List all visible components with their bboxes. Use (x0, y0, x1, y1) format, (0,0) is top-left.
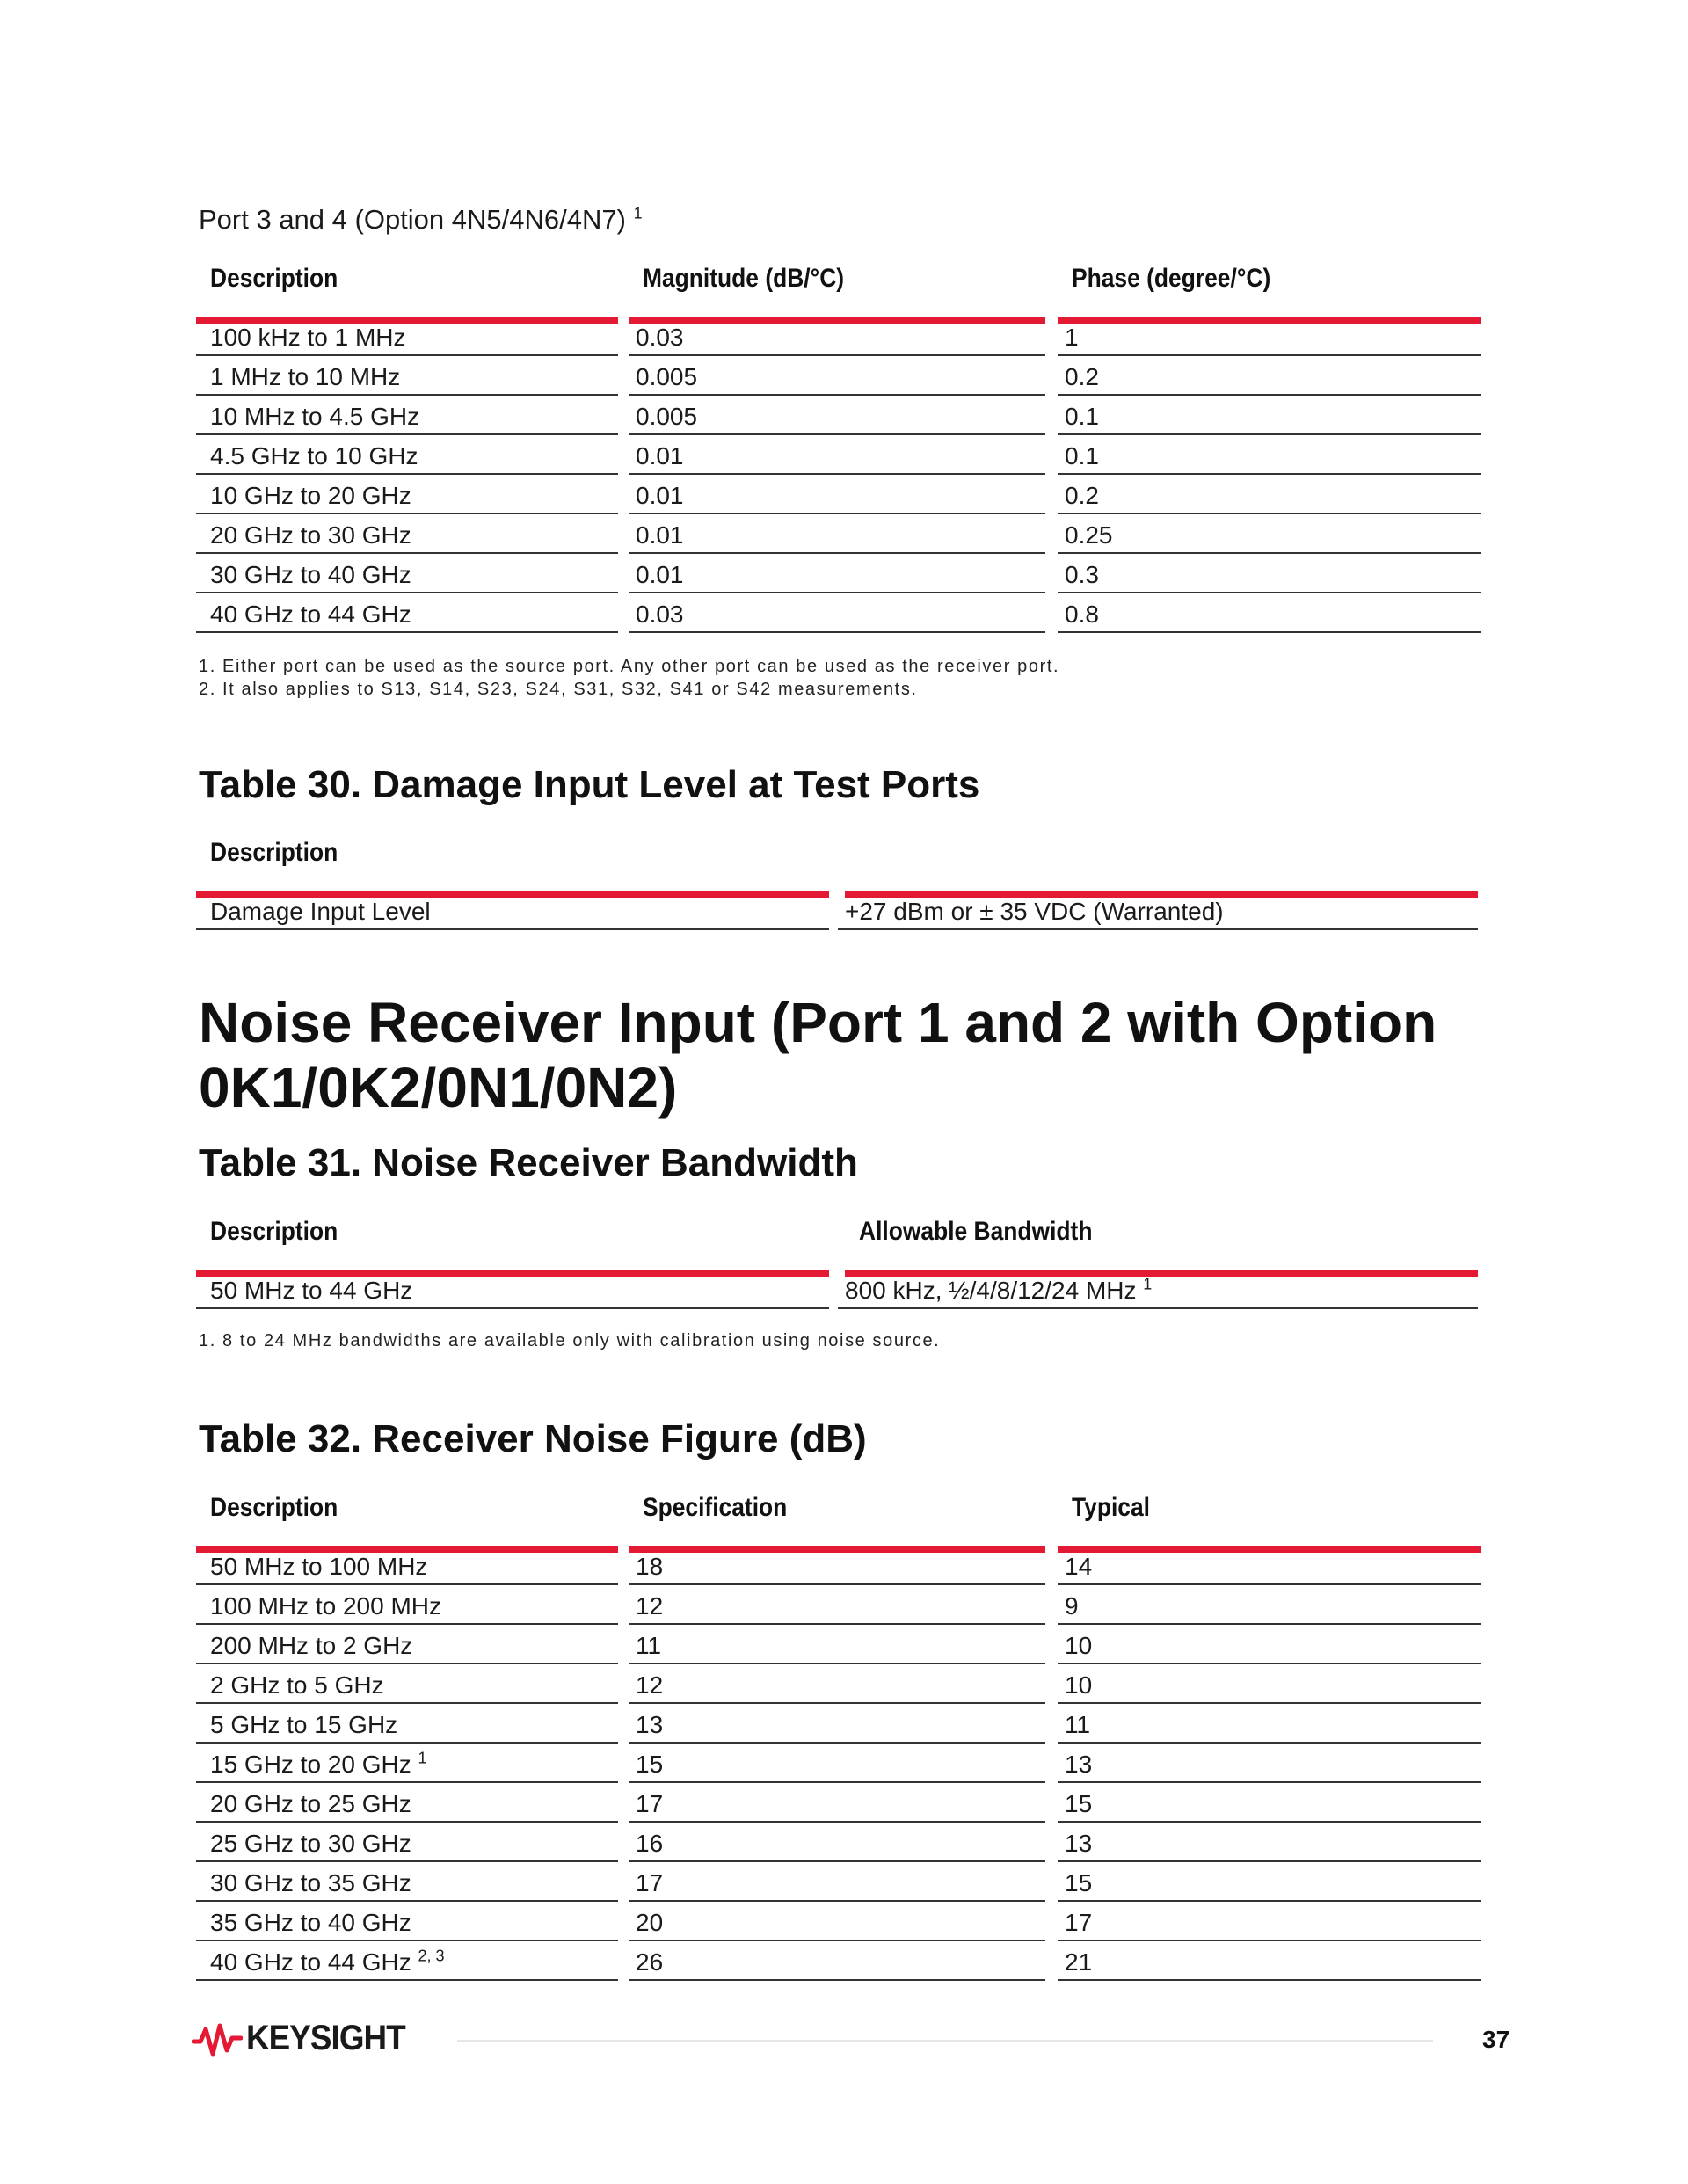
table-cell: 26 (629, 1941, 1045, 1981)
table-cell: 0.01 (629, 475, 1045, 514)
table-cell: 0.03 (629, 317, 1045, 356)
table-cell: 20 GHz to 30 GHz (196, 514, 618, 554)
table-cell: 0.2 (1058, 475, 1481, 514)
table-cell: 0.8 (1058, 593, 1481, 633)
page-number: 37 (1482, 2026, 1510, 2053)
table-cell: 13 (629, 1704, 1045, 1744)
table-cell: 200 MHz to 2 GHz (196, 1625, 618, 1664)
table-cell: 5 GHz to 15 GHz (196, 1704, 618, 1744)
header-typical: Typical (1058, 1493, 1481, 1553)
table-cell: 14 (1058, 1546, 1481, 1585)
table-cell: 18 (629, 1546, 1045, 1585)
table-cell: 50 MHz to 44 GHz (196, 1270, 829, 1309)
table-cell: 0.25 (1058, 514, 1481, 554)
table31-footnotes (199, 1329, 940, 1352)
table-cell: 50 MHz to 100 MHz (196, 1546, 618, 1585)
table-cell: 15 (1058, 1783, 1481, 1823)
header-magnitude: Magnitude (dB/°C) (629, 264, 1045, 324)
footer-divider (457, 2040, 1433, 2042)
table-cell: 13 (1058, 1823, 1481, 1862)
table-cell: 15 (1058, 1862, 1481, 1902)
table-cell: 0.01 (629, 554, 1045, 593)
header-description: Description (196, 264, 618, 324)
section-heading-line2: 0K1/0K2/0N1/0N2) (199, 1056, 678, 1119)
table-cell: 11 (1058, 1704, 1481, 1744)
table-cell: 0.005 (629, 396, 1045, 435)
table-cell: Damage Input Level (196, 891, 829, 930)
port34-caption (199, 204, 643, 236)
table-cell: 25 GHz to 30 GHz (196, 1823, 618, 1862)
table-cell: 30 GHz to 40 GHz (196, 554, 618, 593)
header-description: Description (196, 838, 829, 898)
footnote-1: 1. Either port can be used as the source port. Any other port can be used as the receiver port. (199, 657, 1060, 676)
footnote-ref: 1 (418, 1749, 427, 1767)
port34-caption-text: Port 3 and 4 (Option 4N5/4N6/4N7) (199, 204, 626, 235)
table-cell: 21 (1058, 1941, 1481, 1981)
table-cell: 2 GHz to 5 GHz (196, 1664, 618, 1704)
footnote-ref: 2, 3 (418, 1947, 445, 1965)
footnote-2: 2. It also applies to S13, S14, S23, S24, S31, S32, S41 or S42 measurements. (199, 680, 918, 699)
table31-title: Table 31. Noise Receiver Bandwidth (199, 1141, 858, 1184)
table-cell: 0.01 (629, 435, 1045, 475)
table-cell: 17 (629, 1783, 1045, 1823)
table-cell: 4.5 GHz to 10 GHz (196, 435, 618, 475)
table-cell: 17 (629, 1862, 1045, 1902)
table-cell: 800 kHz, ½/4/8/12/24 MHz $^1$ (838, 1270, 1478, 1309)
table30-title: Table 30. Damage Input Level at Test Ports (199, 763, 980, 806)
table-cell: 12 (629, 1585, 1045, 1625)
table-cell: 0.03 (629, 593, 1045, 633)
table-cell: 20 (629, 1902, 1045, 1941)
brand-name: KEYSIGHT (246, 2019, 405, 2057)
port34-footnotes (199, 655, 1059, 701)
header-bandwidth: Allowable Bandwidth (845, 1217, 1478, 1277)
table-cell: 10 (1058, 1664, 1481, 1704)
header-description: Description (196, 1493, 618, 1553)
footnote-ref: 1 (1143, 1275, 1153, 1293)
header-specification: Specification (629, 1493, 1045, 1553)
footnote-1: 1. 8 to 24 MHz bandwidths are available only with calibration using noise source. (199, 1331, 941, 1350)
table-cell: 0.3 (1058, 554, 1481, 593)
header-description: Description (196, 1217, 829, 1277)
table-cell: 40 GHz to 44 GHz (196, 593, 618, 633)
table-cell: 10 (1058, 1625, 1481, 1664)
table-cell: 20 GHz to 25 GHz (196, 1783, 618, 1823)
table-cell: 10 GHz to 20 GHz (196, 475, 618, 514)
table-cell: 1 (1058, 317, 1481, 356)
table-cell: 0.01 (629, 514, 1045, 554)
section-heading-line1: Noise Receiver Input (Port 1 and 2 with Option (199, 991, 1437, 1054)
table-cell: 100 kHz to 1 MHz (196, 317, 618, 356)
table-cell: 35 GHz to 40 GHz (196, 1902, 618, 1941)
table-cell: 13 (1058, 1744, 1481, 1783)
header-phase: Phase (degree/°C) (1058, 264, 1481, 324)
table-cell: 15 (629, 1744, 1045, 1783)
table-cell: 0.005 (629, 356, 1045, 396)
table-cell: 11 (629, 1625, 1045, 1664)
port34-caption-sup: 1 (633, 204, 643, 222)
keysight-wave-icon (192, 2020, 243, 2059)
table-cell: 0.1 (1058, 435, 1481, 475)
table-cell: 30 GHz to 35 GHz (196, 1862, 618, 1902)
table-cell: +27 dBm or ± 35 VDC (Warranted) (838, 891, 1478, 930)
table-cell: 100 MHz to 200 MHz (196, 1585, 618, 1625)
table-cell: 12 (629, 1664, 1045, 1704)
table32-title: Table 32. Receiver Noise Figure (dB) (199, 1417, 867, 1460)
table-cell: 16 (629, 1823, 1045, 1862)
table-cell: 0.2 (1058, 356, 1481, 396)
table-cell: 40 GHz to 44 GHz $^{2, 3}$ (196, 1941, 618, 1981)
table-cell: 0.1 (1058, 396, 1481, 435)
table-cell: 1 MHz to 10 MHz (196, 356, 618, 396)
header-blank (845, 838, 1478, 898)
table-cell: 10 MHz to 4.5 GHz (196, 396, 618, 435)
table-cell: 15 GHz to 20 GHz $^1$ (196, 1744, 618, 1783)
table-cell: 9 (1058, 1585, 1481, 1625)
table-cell: 17 (1058, 1902, 1481, 1941)
section-heading (199, 990, 1517, 1120)
